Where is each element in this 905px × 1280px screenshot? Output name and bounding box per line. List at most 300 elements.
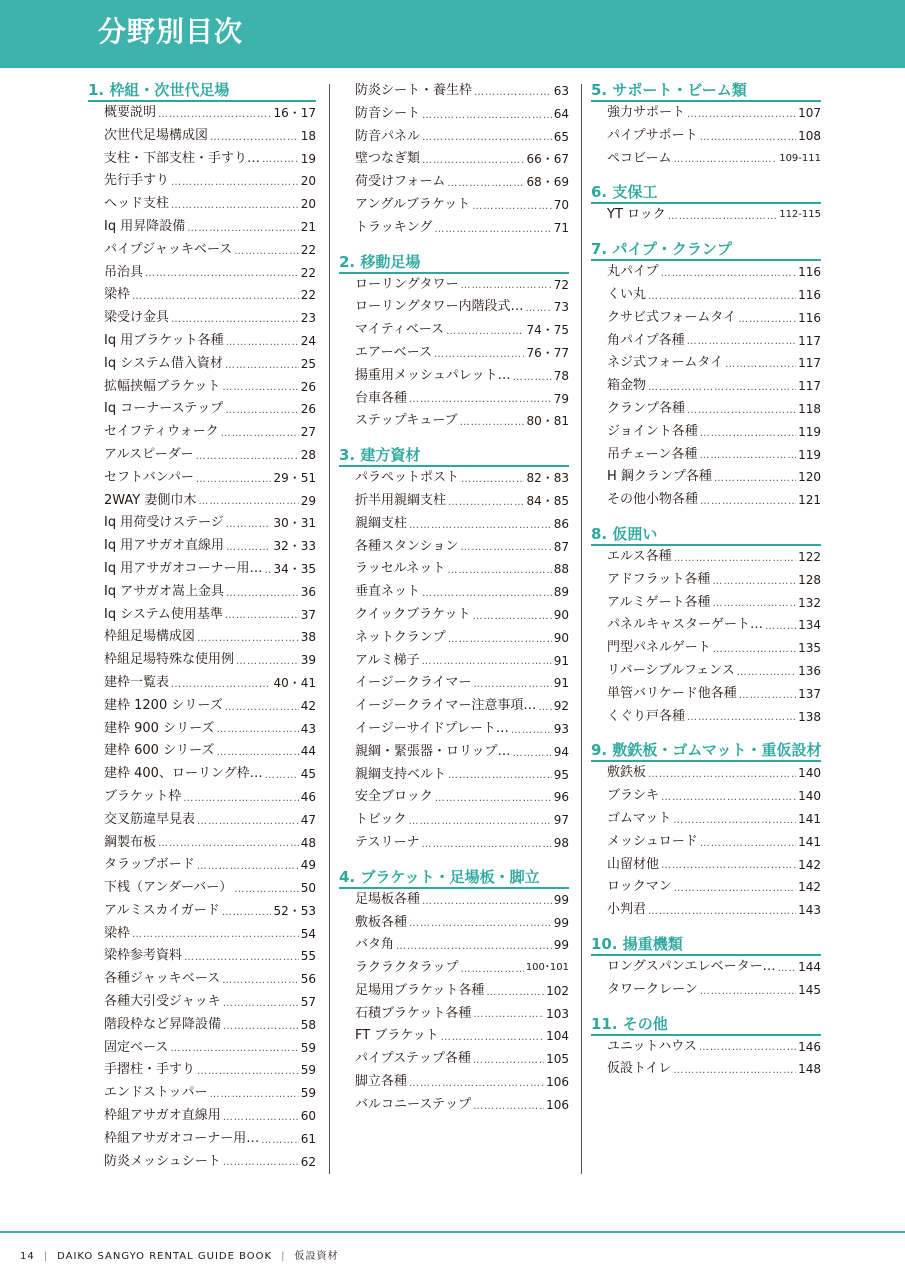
- toc-entry[interactable]: [88, 148, 316, 171]
- entry-page-number: 142: [798, 857, 821, 872]
- dot-leader: [700, 492, 796, 512]
- toc-entry[interactable]: [591, 125, 821, 148]
- toc-entry[interactable]: [88, 626, 316, 649]
- dot-leader: [234, 242, 299, 262]
- dot-leader: [197, 857, 299, 877]
- entry-page-number: 59: [300, 1086, 316, 1101]
- entry-page-number: 148: [798, 1062, 821, 1077]
- entry-title: 山留材他: [607, 856, 660, 872]
- entry-title: エアーベース: [355, 344, 432, 360]
- toc-entry[interactable]: [88, 535, 316, 558]
- dot-leader: [132, 925, 299, 945]
- entry-title: 建枠 400、ローリング枠…: [104, 766, 263, 782]
- entry-title: 拡幅挟幅ブラケット: [104, 378, 221, 394]
- entry-page-number: 44: [300, 744, 316, 759]
- dot-leader: [236, 652, 299, 672]
- entry-page-number: 119: [798, 424, 821, 439]
- entry-page-number: 122: [798, 549, 821, 564]
- toc-entry[interactable]: [339, 490, 569, 513]
- toc-entry[interactable]: [339, 319, 569, 342]
- toc-entry[interactable]: [88, 125, 316, 148]
- entry-page-number: 63: [553, 84, 569, 98]
- toc-entry[interactable]: [591, 375, 821, 398]
- dot-leader: [225, 401, 298, 421]
- entry-page-number: 86: [553, 516, 569, 531]
- column-divider: [581, 84, 582, 1174]
- entry-title: ネットクランプ: [355, 629, 446, 645]
- toc-entry[interactable]: [339, 365, 569, 388]
- toc-entry[interactable]: [339, 410, 569, 433]
- toc-entry[interactable]: [88, 1151, 316, 1174]
- toc-column-3: [591, 80, 821, 1093]
- toc-entry[interactable]: [88, 376, 316, 399]
- entry-page-number: 43: [300, 721, 316, 736]
- entry-page-number: 25: [300, 356, 316, 371]
- dot-leader: [687, 332, 796, 352]
- entry-title: エンドストッパー: [104, 1085, 208, 1101]
- dot-leader: [673, 811, 796, 831]
- toc-entry[interactable]: [88, 558, 316, 581]
- entry-title: イージークライマー注意事項…: [355, 698, 537, 714]
- entry-title: Iq 用アサガオ直線用: [104, 538, 224, 554]
- toc-entry[interactable]: [88, 786, 316, 809]
- toc-entry[interactable]: [591, 307, 821, 330]
- entry-page-number: 40・41: [273, 675, 316, 690]
- entry-page-number: 82・83: [526, 471, 569, 486]
- entry-page-number: 72: [553, 277, 569, 292]
- entry-page-number: 54: [300, 926, 316, 941]
- entry-page-number: 30・31: [273, 516, 316, 531]
- entry-page-number: 102: [546, 983, 569, 998]
- dot-leader: [216, 743, 298, 763]
- toc-entry[interactable]: [339, 148, 569, 171]
- dot-leader: [265, 766, 299, 786]
- dot-leader: [674, 879, 796, 899]
- dot-leader: [226, 515, 272, 535]
- dot-leader: [196, 470, 272, 490]
- entry-title: 防音パネル: [355, 128, 421, 144]
- entry-title: 親綱支持ベルト: [355, 766, 447, 782]
- dot-leader: [460, 413, 525, 433]
- toc-entry[interactable]: [339, 467, 569, 490]
- toc-entry[interactable]: [339, 581, 569, 604]
- section-heading: 3. 建方資材: [339, 445, 569, 467]
- dot-leader: [473, 675, 551, 695]
- entry-title: トビック: [355, 812, 407, 828]
- entry-title: ネジ式フォームタイ: [607, 355, 724, 371]
- toc-entry[interactable]: [591, 592, 821, 615]
- entry-page-number: 94: [553, 744, 569, 759]
- entry-title: 仮設トイレ: [607, 1061, 672, 1077]
- entry-page-number: 79: [553, 391, 569, 406]
- dot-leader: [210, 128, 299, 148]
- toc-entry[interactable]: [88, 763, 316, 786]
- toc-entry[interactable]: [591, 785, 821, 808]
- entry-page-number: 91: [553, 676, 569, 691]
- toc-section: [591, 1014, 821, 1082]
- entry-page-number: 61: [300, 1131, 316, 1146]
- toc-entry[interactable]: [339, 764, 569, 787]
- entry-title: 角パイプ各種: [607, 332, 685, 348]
- entry-page-number: 140: [798, 766, 821, 781]
- entry-title: エルス各種: [607, 548, 672, 564]
- toc-entry[interactable]: [591, 899, 821, 922]
- entry-page-number: 46: [300, 789, 316, 804]
- toc-entry[interactable]: [339, 912, 569, 935]
- entry-title: ブラケット枠: [104, 788, 182, 804]
- entry-title: 足場用ブラケット各種: [355, 982, 485, 998]
- toc-entry[interactable]: [339, 194, 569, 217]
- page-title: 分野別目次: [98, 15, 244, 48]
- dot-leader: [648, 765, 796, 785]
- entry-title: アルスピーダー: [104, 446, 194, 462]
- dot-leader: [473, 1005, 544, 1025]
- entry-page-number: 21: [300, 219, 316, 234]
- entry-title: 交叉筋違早見表: [104, 811, 196, 827]
- dot-leader: [460, 538, 551, 558]
- entry-page-number: 93: [553, 721, 569, 736]
- dot-leader: [216, 720, 298, 740]
- toc-entry[interactable]: [591, 352, 821, 375]
- toc-entry[interactable]: [339, 103, 569, 126]
- toc-entry[interactable]: [591, 614, 821, 637]
- entry-title: 枠組アサガオコーナー用…: [104, 1130, 260, 1146]
- entry-page-number: 128: [798, 572, 821, 587]
- entry-page-number: 45: [300, 767, 316, 782]
- toc-entry[interactable]: [88, 170, 316, 193]
- entry-page-number: 106: [546, 1075, 569, 1090]
- dot-leader: [739, 686, 796, 706]
- toc-entry[interactable]: [88, 467, 316, 490]
- entry-title: 敷鉄板: [607, 765, 647, 781]
- dot-leader: [661, 788, 796, 808]
- dot-leader: [396, 937, 552, 957]
- entry-title: 支柱・下部支柱・手すり…: [104, 150, 261, 166]
- toc-entry[interactable]: [88, 1105, 316, 1128]
- entry-title: アルミ梯子: [355, 652, 420, 668]
- toc-entry[interactable]: [339, 296, 569, 319]
- toc-entry[interactable]: [88, 444, 316, 467]
- entry-page-number: 22: [300, 288, 316, 303]
- toc-entry[interactable]: [591, 569, 821, 592]
- toc-entry[interactable]: [88, 649, 316, 672]
- toc-section: [591, 182, 821, 227]
- entry-title: イージーサイドプレート…: [355, 720, 509, 736]
- toc-entry[interactable]: [339, 388, 569, 411]
- toc-entry[interactable]: [591, 398, 821, 421]
- entry-page-number: 34・35: [273, 561, 316, 576]
- toc-entry[interactable]: [591, 489, 821, 512]
- toc-entry[interactable]: [339, 126, 569, 149]
- section-heading: 10. 揚重機類: [591, 934, 821, 956]
- toc-entry[interactable]: [339, 934, 569, 957]
- toc-entry[interactable]: [591, 808, 821, 831]
- toc-entry[interactable]: [591, 854, 821, 877]
- toc-entry[interactable]: [88, 284, 316, 307]
- toc-entry[interactable]: [88, 421, 316, 444]
- toc-entry[interactable]: [591, 330, 821, 353]
- dot-leader: [511, 721, 552, 741]
- toc-entry[interactable]: [339, 80, 569, 103]
- toc-entry[interactable]: [339, 558, 569, 581]
- toc-entry[interactable]: [591, 466, 821, 489]
- toc-entry[interactable]: [88, 695, 316, 718]
- dot-leader: [446, 322, 524, 342]
- toc-entry[interactable]: [88, 330, 316, 353]
- entry-page-number: 80・81: [526, 414, 569, 429]
- dot-leader: [765, 617, 796, 637]
- toc-entry[interactable]: [88, 1128, 316, 1151]
- entry-page-number: 29: [300, 493, 316, 508]
- entry-page-number: 16・17: [273, 106, 316, 120]
- toc-entry[interactable]: [88, 353, 316, 376]
- entry-page-number: 96: [553, 790, 569, 805]
- dot-leader: [197, 812, 299, 832]
- toc-entry[interactable]: [591, 444, 821, 467]
- entry-title: YT ロック: [607, 207, 666, 223]
- toc-entry[interactable]: [339, 786, 569, 809]
- toc-entry[interactable]: [339, 1094, 569, 1117]
- dot-leader: [223, 1017, 299, 1037]
- entry-title: アルミスカイガード: [104, 902, 220, 918]
- toc-entry[interactable]: [88, 1037, 316, 1060]
- toc-entry[interactable]: [339, 1025, 569, 1048]
- toc-entry[interactable]: [591, 546, 821, 569]
- entry-page-number: 146: [798, 1039, 821, 1054]
- entry-title: 概要説明: [104, 105, 157, 120]
- dot-leader: [234, 880, 298, 900]
- toc-entry[interactable]: [339, 627, 569, 650]
- toc-entry[interactable]: [88, 239, 316, 262]
- toc-entry[interactable]: [591, 261, 821, 284]
- dot-leader: [145, 264, 299, 284]
- toc-entry[interactable]: [591, 284, 821, 307]
- entry-page-number: 60: [300, 1109, 316, 1124]
- entry-page-number: 91: [553, 653, 569, 668]
- entry-page-number: 32・33: [273, 539, 316, 554]
- entry-title: ロックマン: [607, 879, 672, 895]
- entry-title: Iq 用ブラケット各種: [104, 332, 224, 348]
- toc-entry[interactable]: [591, 1058, 821, 1081]
- entry-page-number: 66・67: [526, 152, 569, 167]
- entry-title: ペコビーム: [607, 150, 672, 166]
- dot-leader: [183, 789, 298, 809]
- entry-page-number: 103: [546, 1006, 569, 1021]
- toc-entry[interactable]: [591, 660, 821, 683]
- entry-title: 枠組足場構成図: [104, 629, 196, 645]
- dot-leader: [187, 219, 299, 239]
- toc-entry[interactable]: [339, 718, 569, 741]
- toc-entry[interactable]: [88, 102, 316, 125]
- entry-title: Iq システム借入資材: [104, 355, 223, 371]
- toc-entry[interactable]: [339, 604, 569, 627]
- toc-entry[interactable]: [591, 956, 821, 979]
- entry-page-number: 99: [553, 938, 569, 953]
- dot-leader: [673, 150, 777, 170]
- toc-entry[interactable]: [88, 512, 316, 535]
- entry-page-number: 20: [300, 197, 316, 212]
- toc-section: [339, 252, 569, 434]
- toc-entry[interactable]: [591, 762, 821, 785]
- toc-entry[interactable]: [88, 216, 316, 239]
- entry-title: ヘッド支柱: [104, 196, 170, 212]
- entry-title: 親綱支柱: [355, 515, 408, 531]
- toc-entry[interactable]: [88, 398, 316, 421]
- toc-entry[interactable]: [88, 193, 316, 216]
- entry-title: その他小物各種: [607, 492, 699, 508]
- entry-title: H 鋼クランプ各種: [607, 469, 712, 485]
- toc-entry[interactable]: [88, 1014, 316, 1037]
- entry-page-number: 78: [553, 368, 569, 383]
- entry-page-number: 68・69: [526, 175, 569, 190]
- entry-title: パイプステップ各種: [355, 1051, 471, 1067]
- toc-entry[interactable]: [339, 513, 569, 536]
- toc-entry[interactable]: [339, 672, 569, 695]
- toc-section: [339, 867, 569, 1117]
- toc-entry[interactable]: [339, 274, 569, 297]
- toc-entry[interactable]: [88, 672, 316, 695]
- entry-title: 各種大引受ジャッキ: [104, 994, 221, 1010]
- toc-entry[interactable]: [591, 421, 821, 444]
- toc-entry[interactable]: [88, 262, 316, 285]
- dot-leader: [648, 902, 796, 922]
- entry-page-number: 121: [798, 493, 821, 508]
- dot-leader: [196, 447, 299, 467]
- dot-leader: [700, 982, 796, 1002]
- toc-entry[interactable]: [88, 877, 316, 900]
- dot-leader: [434, 220, 551, 240]
- toc-entry[interactable]: [88, 854, 316, 877]
- entry-title: 小判君: [607, 902, 647, 918]
- toc-entry[interactable]: [339, 1071, 569, 1094]
- entry-page-number: 92: [553, 699, 569, 714]
- entry-title: 下桟（アンダーバー）: [104, 880, 233, 896]
- toc-entry[interactable]: [88, 968, 316, 991]
- toc-entry[interactable]: [339, 889, 569, 912]
- dot-leader: [209, 1085, 298, 1105]
- toc-entry[interactable]: [591, 148, 821, 171]
- entry-title: セフトバンパー: [104, 469, 194, 485]
- dot-leader: [473, 1097, 544, 1117]
- entry-title: クサビ式フォームタイ: [607, 309, 737, 325]
- toc-entry[interactable]: [339, 217, 569, 240]
- toc-entry[interactable]: [591, 102, 821, 125]
- entry-title: 防音シート: [355, 105, 421, 121]
- section-heading: 8. 仮囲い: [591, 524, 821, 546]
- toc-entry[interactable]: [591, 683, 821, 706]
- dot-leader: [737, 663, 796, 683]
- toc-entry[interactable]: [339, 957, 569, 980]
- dot-leader: [668, 207, 777, 227]
- dot-leader: [712, 572, 796, 592]
- dot-leader: [261, 1131, 298, 1151]
- entry-page-number: 18: [300, 128, 316, 143]
- entry-title: 鋼製布板: [104, 834, 157, 850]
- toc-entry[interactable]: [339, 650, 569, 673]
- toc-entry[interactable]: [88, 718, 316, 741]
- toc-entry[interactable]: [88, 307, 316, 330]
- toc-entry[interactable]: [88, 490, 316, 513]
- toc-entry[interactable]: [339, 171, 569, 194]
- entry-title: パイプジャッキベース: [104, 241, 233, 257]
- dot-leader: [421, 652, 551, 672]
- entry-page-number: 52・53: [273, 903, 316, 918]
- entry-page-number: 99: [553, 915, 569, 930]
- dot-leader: [171, 310, 299, 330]
- dot-leader: [687, 105, 796, 125]
- entry-title: ラッセルネット: [355, 561, 446, 577]
- entry-title: くぐり戸各種: [607, 708, 686, 724]
- dot-leader: [713, 640, 796, 660]
- toc-entry[interactable]: [339, 1048, 569, 1071]
- entry-page-number: 117: [798, 379, 821, 394]
- toc-entry[interactable]: [339, 832, 569, 855]
- entry-title: ローリングタワー: [355, 276, 459, 292]
- entry-page-number: 112-115: [779, 209, 821, 221]
- toc-entry[interactable]: [339, 536, 569, 559]
- dot-leader: [226, 333, 299, 353]
- dot-leader: [725, 355, 796, 375]
- entry-page-number: 58: [300, 1017, 316, 1032]
- toc-entry[interactable]: [339, 741, 569, 764]
- toc-entry[interactable]: [88, 740, 316, 763]
- toc-entry[interactable]: [88, 900, 316, 923]
- dot-leader: [448, 630, 552, 650]
- toc-entry[interactable]: [591, 1036, 821, 1059]
- toc-entry[interactable]: [339, 980, 569, 1003]
- section-heading: 2. 移動足場: [339, 252, 569, 274]
- toc-entry[interactable]: [88, 604, 316, 627]
- toc-entry[interactable]: [339, 809, 569, 832]
- entry-title: 枠組アサガオ直線用: [104, 1108, 221, 1124]
- toc-entry[interactable]: [339, 695, 569, 718]
- toc-entry[interactable]: [591, 204, 821, 227]
- toc-entry[interactable]: [88, 809, 316, 832]
- entry-title: 梁枠: [104, 287, 131, 303]
- dot-leader: [486, 983, 544, 1003]
- toc-entry[interactable]: [591, 979, 821, 1002]
- dot-leader: [441, 1028, 544, 1048]
- toc-entry[interactable]: [88, 991, 316, 1014]
- toc-entry[interactable]: [591, 706, 821, 729]
- toc-entry[interactable]: [88, 923, 316, 946]
- entry-title: 壁つなぎ類: [355, 151, 421, 167]
- toc-entry[interactable]: [88, 945, 316, 968]
- toc-entry[interactable]: [339, 342, 569, 365]
- toc-entry[interactable]: [88, 1059, 316, 1082]
- toc-entry[interactable]: [591, 876, 821, 899]
- toc-entry[interactable]: [88, 832, 316, 855]
- toc-entry[interactable]: [591, 637, 821, 660]
- entry-title: ジョイント各種: [607, 423, 698, 439]
- dot-leader: [422, 892, 552, 912]
- dot-leader: [648, 378, 796, 398]
- entry-page-number: 105: [546, 1052, 569, 1067]
- dot-leader: [738, 310, 796, 330]
- toc-entry[interactable]: [88, 1082, 316, 1105]
- dot-leader: [712, 594, 796, 614]
- dot-leader: [422, 128, 552, 148]
- entry-page-number: 37: [300, 607, 316, 622]
- entry-page-number: 117: [798, 333, 821, 348]
- toc-entry[interactable]: [339, 1003, 569, 1026]
- toc-entry[interactable]: [591, 831, 821, 854]
- toc-entry[interactable]: [88, 581, 316, 604]
- toc-section: [339, 445, 569, 855]
- entry-page-number: 116: [798, 265, 821, 280]
- entry-title: 吊治具: [104, 264, 144, 280]
- footer-rule: [0, 1231, 905, 1233]
